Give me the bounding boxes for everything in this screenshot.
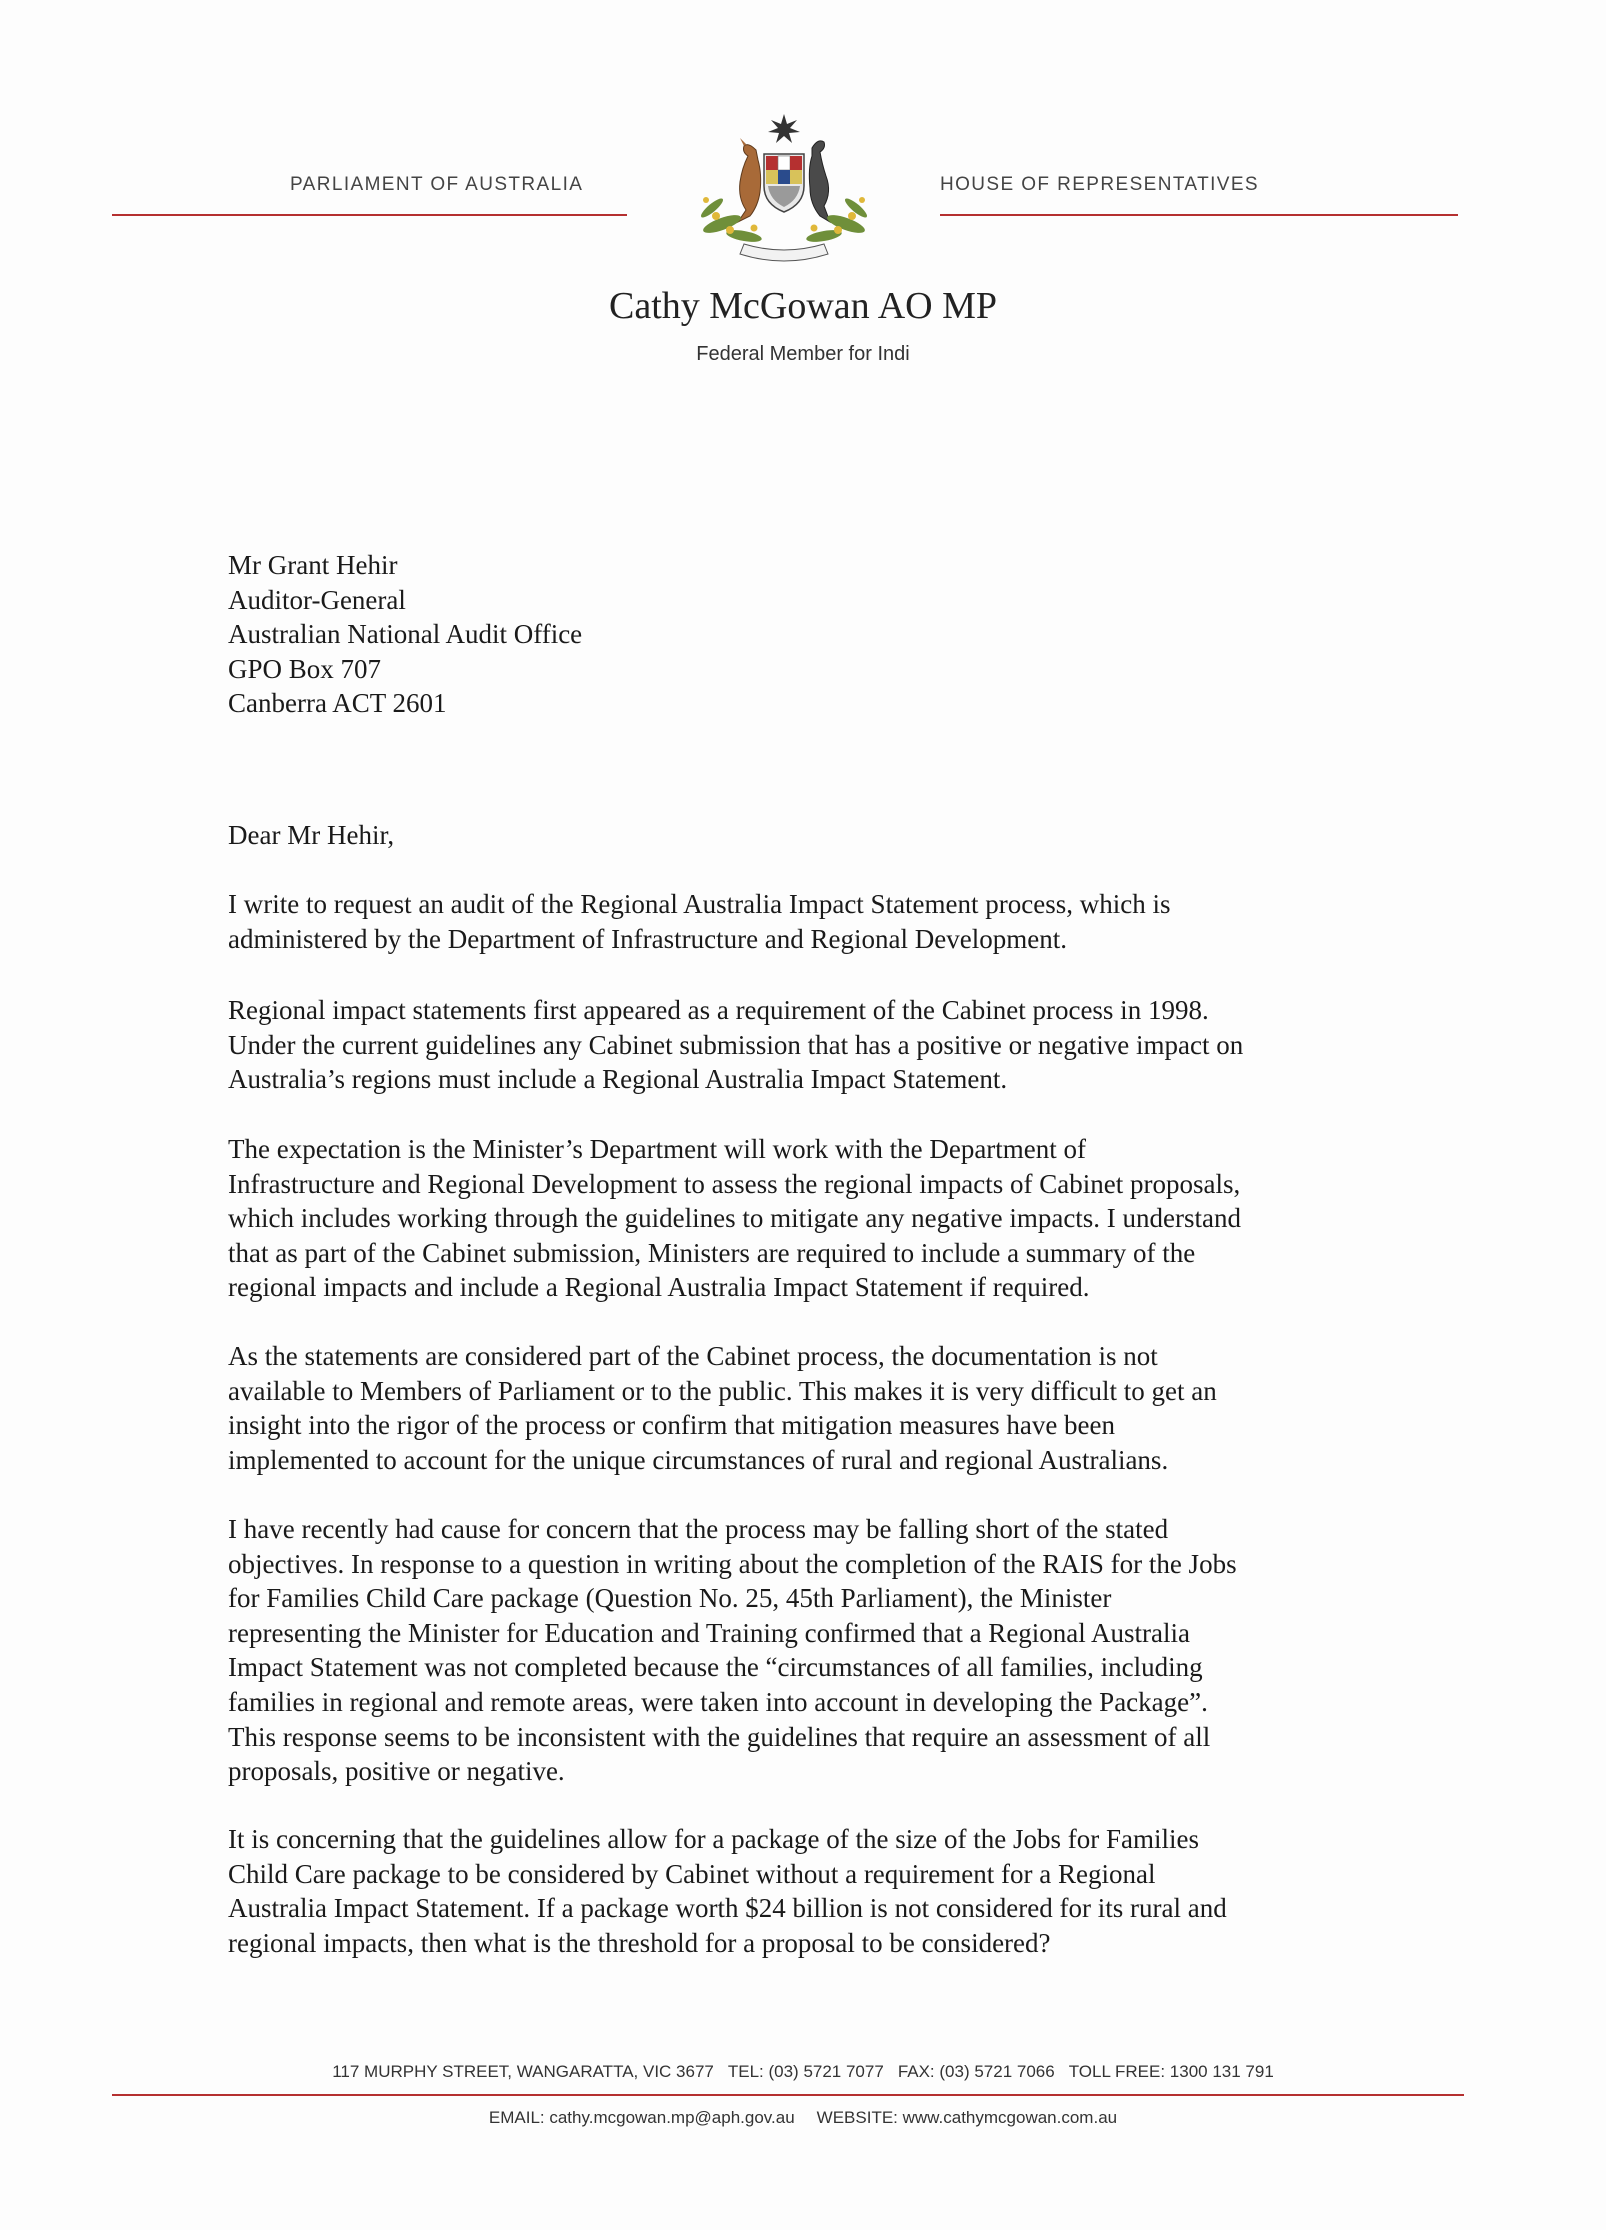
paragraph-line: administered by the Department of Infrastructure and Regional Development. <box>228 923 1067 954</box>
paragraph-line: that as part of the Cabinet submission, Ministers are required to include a summary of the <box>228 1237 1196 1268</box>
paragraph-line: representing the Minister for Education and Training confirmed that a Regional Australia <box>228 1617 1191 1648</box>
recipient-line: Auditor-General <box>228 584 406 615</box>
paragraph-6 <box>228 1822 1398 1960</box>
paragraph-line: insight into the rigor of the process or confirm that mitigation measures have been <box>228 1410 1116 1441</box>
paragraph-2 <box>228 993 1398 1097</box>
paragraph-3 <box>228 1132 1398 1305</box>
member-name <box>0 284 1606 328</box>
letterhead-rule-left <box>112 214 627 216</box>
paragraph-line: implemented to account for the unique circumstances of rural and regional Australians. <box>228 1444 1169 1475</box>
footer-email: EMAIL: cathy.mcgowan.mp@aph.gov.au <box>488 2108 795 2127</box>
footer-tel: TEL: (03) 5721 7077 <box>727 2062 884 2081</box>
paragraph-line: regional impacts and include a Regional Australia Impact Statement if required. <box>228 1272 1090 1303</box>
paragraph-line: I write to request an audit of the Regional Australia Impact Statement process, which is <box>228 889 1171 919</box>
paragraph-line: Australia Impact Statement. If a package worth $24 billion is not considered for its rural and <box>228 1893 1227 1924</box>
paragraph-1 <box>228 887 1398 956</box>
paragraph-line: Infrastructure and Regional Development to assess the regional impacts of Cabinet proposals, <box>228 1168 1241 1199</box>
paragraph-line: which includes working through the guidelines to mitigate any negative impacts. I understand <box>228 1203 1242 1234</box>
paragraph-line: This response seems to be inconsistent with the guidelines that require an assessment of all <box>228 1721 1211 1752</box>
footer-website: WEBSITE: www.cathymcgowan.com.au <box>816 2108 1118 2127</box>
footer-toll-free: TOLL FREE: 1300 131 791 <box>1068 2062 1274 2081</box>
paragraph-line: regional impacts, then what is the threshold for a proposal to be considered? <box>228 1927 1051 1958</box>
coat-of-arms-icon <box>682 112 886 272</box>
paragraph-line: families in regional and remote areas, were taken into account in developing the Package”. <box>228 1686 1208 1717</box>
recipient-line: Australian National Audit Office <box>228 619 583 649</box>
recipient-address <box>228 548 582 721</box>
paragraph-line: objectives. In response to a question in writing about the completion of the RAIS for the Jobs <box>228 1548 1237 1579</box>
paragraph-line: It is concerning that the guidelines allow for a package of the size of the Jobs for Families <box>228 1824 1199 1854</box>
recipient-line: Canberra ACT 2601 <box>228 688 447 718</box>
member-title: Federal Member for Indi <box>696 343 910 365</box>
footer-address: 117 MURPHY STREET, WANGARATTA, VIC 3677 <box>332 2062 714 2081</box>
paragraph-4 <box>228 1339 1398 1477</box>
paragraph-line: As the statements are considered part of the Cabinet process, the documentation is not <box>228 1341 1158 1371</box>
paragraph-line: Impact Statement was not completed because the “circumstances of all families, including <box>228 1652 1203 1683</box>
letterhead-house-label: HOUSE OF REPRESENTATIVES <box>940 174 1259 195</box>
footer-fax: FAX: (03) 5721 7066 <box>897 2062 1055 2081</box>
paragraph-line: for Families Child Care package (Question No. 25, 45th Parliament), the Minister <box>228 1583 1112 1614</box>
paragraph-5 <box>228 1512 1398 1789</box>
footer-rule <box>112 2094 1464 2096</box>
member-name-text: Cathy McGowan <box>609 285 870 327</box>
paragraph-line: available to Members of Parliament or to the public. This makes it is very difficult to get an <box>228 1375 1217 1406</box>
paragraph-line: Regional impact statements first appeared as a requirement of the Cabinet process in 1998. <box>228 995 1209 1025</box>
paragraph-line: Australia’s regions must include a Regional Australia Impact Statement. <box>228 1064 1008 1095</box>
letterhead-rule-right <box>940 214 1458 216</box>
paragraph-line: The expectation is the Minister’s Department will work with the Department of <box>228 1134 1087 1164</box>
recipient-line: Mr Grant Hehir <box>228 550 398 580</box>
paragraph-line: I have recently had cause for concern that the process may be falling short of the stated <box>228 1514 1169 1544</box>
member-name-suffix: AO MP <box>877 285 997 327</box>
paragraph-line: Child Care package to be considered by Cabinet without a requirement for a Regional <box>228 1858 1156 1889</box>
footer-contact-line <box>0 2062 1606 2082</box>
salutation: Dear Mr Hehir, <box>228 820 395 850</box>
recipient-line: GPO Box 707 <box>228 653 382 684</box>
paragraph-line: Under the current guidelines any Cabinet submission that has a positive or negative impact on <box>228 1029 1244 1060</box>
footer-online-line <box>0 2108 1606 2128</box>
letterhead-parliament-label: PARLIAMENT OF AUSTRALIA <box>290 174 584 195</box>
paragraph-line: proposals, positive or negative. <box>228 1756 565 1787</box>
